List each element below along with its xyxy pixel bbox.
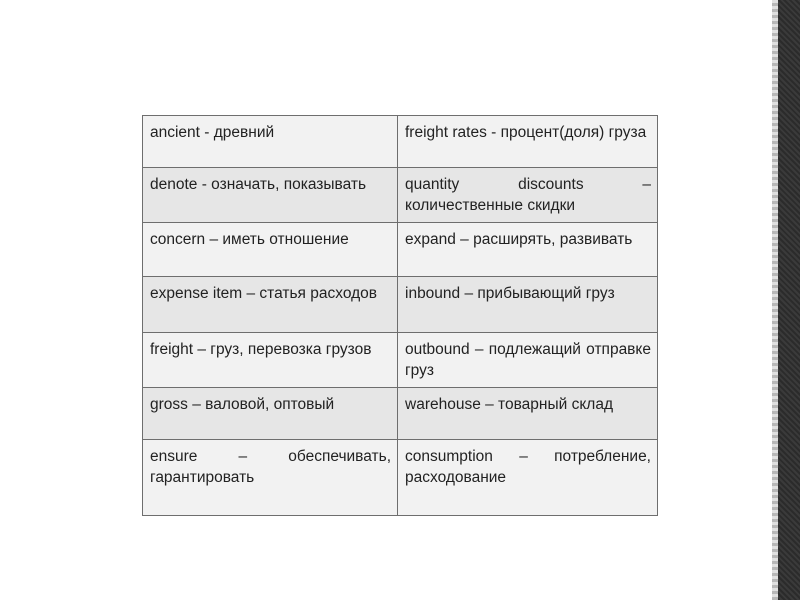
table-cell-term: concern – иметь отношение xyxy=(143,223,398,277)
table-cell-term: warehouse – товарный склад xyxy=(398,388,658,440)
decorative-edge xyxy=(772,0,800,600)
table-row xyxy=(143,223,658,277)
table-row xyxy=(143,388,658,440)
table-row xyxy=(143,333,658,388)
table-cell-term: freight rates - процент(доля) груза xyxy=(398,116,658,168)
table-cell-term: gross – валовой, оптовый xyxy=(143,388,398,440)
vocabulary-table xyxy=(142,115,658,516)
table-row xyxy=(143,168,658,223)
table-row xyxy=(143,440,658,516)
table-cell-term: expense item – статья расходов xyxy=(143,277,398,333)
table-cell-term: ancient - древний xyxy=(143,116,398,168)
table-cell-term: quantity discounts – количественные скидки xyxy=(398,168,658,223)
table-cell-term: ensure – обеспечивать, гарантировать xyxy=(143,440,398,516)
table-cell-term: consumption – потребление, расходование xyxy=(398,440,658,516)
table-cell-term: inbound – прибывающий груз xyxy=(398,277,658,333)
table-cell-term: denote - означать, показывать xyxy=(143,168,398,223)
table-cell-term: expand – расширять, развивать xyxy=(398,223,658,277)
table-cell-term: freight – груз, перевозка грузов xyxy=(143,333,398,388)
table-cell-term: outbound – подлежащий отправке груз xyxy=(398,333,658,388)
table-row xyxy=(143,116,658,168)
table-row xyxy=(143,277,658,333)
